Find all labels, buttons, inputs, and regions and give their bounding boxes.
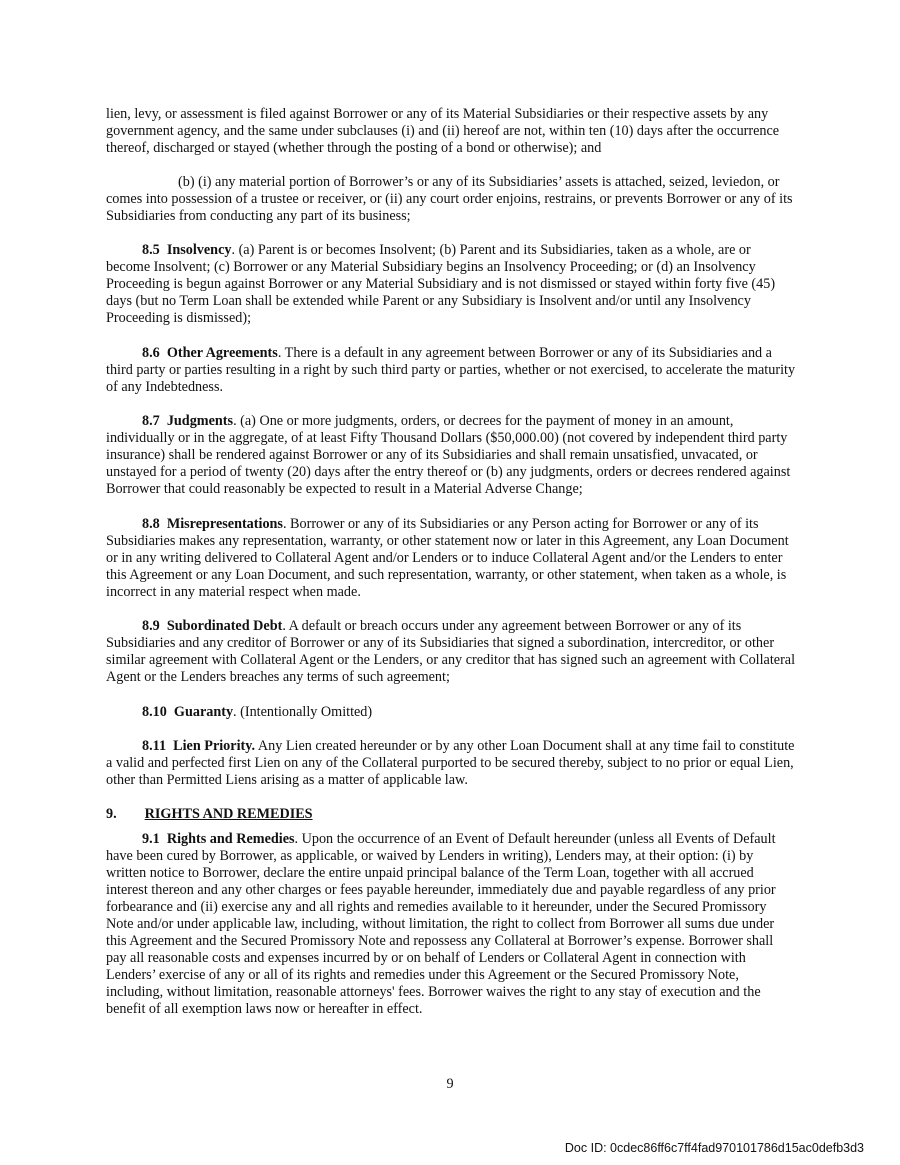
section-text: (a) Parent is or becomes Insolvent; (b) Parent and its Subsidiaries, taken as a whole, are or become Insolvent; (c) Borrower or any Material Subsidiary begins an Insolvency Proceeding; or (d) an Insolvency Proceeding is begun against Borrower or any Material Subsidiary and is not dismissed or stayed within forty five (45) days (but no Term Loan shall be extended while Parent or any Subsidiary is Insolvent and/or until any Insolvency Proceeding is dismissed);	[106, 242, 776, 326]
section-8-8	[106, 516, 796, 601]
section-8-9	[106, 618, 796, 686]
section-text: A default or breach occurs under any agreement between Borrower or any of its Subsidiaries and any creditor of Borrower or any of its Subsidiaries that signed a subordination, intercreditor, or other similar agreement with Collateral Agent or the Lenders, or any creditor that has signed such an agreement with Collateral Agent or the Lenders breaches any terms of such agreement;	[106, 618, 796, 685]
page-number: 9	[446, 1076, 454, 1092]
section-8-6	[106, 345, 796, 396]
section-text: (Intentionally Omitted)	[236, 704, 373, 720]
section-text: Any Lien created hereunder or by any other Loan Document shall at any time fail to constitute a valid and perfected first Lien on any of the Collateral purported to be secured thereby, subject to no prior or equal Lien, other than Permitted Liens arising as a matter of applicable law.	[106, 738, 795, 788]
article-9-heading	[106, 806, 313, 823]
clause-b-paragraph: (b) (i) any material portion of Borrower’s or any of its Subsidiaries’ assets is attached, seized, leviedon, or comes into possession of a trustee or receiver, or (ii) any court order enjoins, restrains, or prevents Borrower or any of its Subsidiaries from conducting any part of its business;	[106, 174, 793, 224]
section-title: Subordinated Debt	[166, 618, 283, 634]
section-title-period: .	[233, 413, 237, 429]
section-8-5	[106, 242, 796, 327]
section-title: Guaranty	[173, 704, 234, 720]
section-title: Judgments	[166, 413, 234, 429]
section-8-11	[106, 738, 796, 789]
section-number: 8.8	[142, 516, 160, 532]
section-title-period: .	[294, 831, 299, 847]
section-title-period: .	[277, 345, 282, 361]
section-number: 8.5	[142, 242, 160, 258]
section-text: There is a default in any agreement between Borrower or any of its Subsidiaries and a third party or parties resulting in a right by such third party or parties, whether or not exercised, to accelerate the maturity of any Indebtedness.	[106, 345, 796, 395]
section-title-period: .	[282, 516, 287, 532]
doc-id: Doc ID: 0cdec86ff6c7ff4fad970101786d15ac0defb3d3	[564, 1141, 864, 1155]
article-title: RIGHTS AND REMEDIES	[144, 806, 313, 822]
section-title-period: .	[282, 618, 286, 634]
section-number: 8.7	[142, 413, 160, 429]
section-number: 8.11	[142, 738, 167, 754]
intro-continuation-paragraph: lien, levy, or assessment is filed against Borrower or any of its Material Subsidiaries or their respective assets by any government agency, and the same under subclauses (i) and (ii) hereof are not, within ten (10) days after the occurrence thereof, discharged or stayed (whether through the posting of a bond or otherwise); and	[106, 106, 780, 156]
section-title: Insolvency	[166, 242, 232, 258]
section-number: 8.9	[142, 618, 160, 634]
section-title-period: .	[233, 704, 237, 720]
section-9-1	[106, 831, 796, 1018]
section-number: 8.6	[142, 345, 160, 361]
section-text: (a) One or more judgments, orders, or decrees for the payment of money in an amount, individually or in the aggregate, of at least Fifty Thousand Dollars ($50,000.00) (not covered by independent third party insurance) shall be rendered against Borrower or any of its Subsidiaries and shall remain unsatisfied, unvacated, or unstayed for a period of twenty (20) days after the entry thereof or (b) any judgments, orders or decrees rendered against Borrower that could reasonably be expected to result in a Material Adverse Change;	[106, 413, 791, 497]
article-number: 9.	[106, 806, 117, 822]
section-text: Upon the occurrence of an Event of Default hereunder (unless all Events of Default have been cured by Borrower, as applicable, or waived by Lenders in writing), Lenders may, at their option: (i) by written notice to Borrower, declare the entire unpaid principal balance of the Term Loan, together with all accrued interest thereon and any other charges or fees payable hereunder, immediately due and payable regardless of any prior forbearance and (ii) exercise any and all rights and remedies available to it hereunder, under the Secured Promissory Note and/or under applicable law, including, without limitation, the right to collect from Borrower all sums due under this Agreement and the Secured Promissory Note and repossess any Collateral at Borrower’s expense. Borrower shall pay all reasonable costs and expenses incurred by or on behalf of Lenders or Collateral Agent in connection with Lenders’ exercise of any or all of its rights and remedies under this Agreement or the Secured Promissory Note, including, without limitation, reasonable attorneys' fees. Borrower waives the right to any stay of execution and the benefit of all exemption laws now or hereafter in effect.	[106, 831, 776, 1017]
section-title-period: .	[231, 242, 236, 258]
section-title: Misrepresentations	[166, 516, 283, 532]
section-8-7	[106, 413, 796, 498]
section-title: Rights and Remedies	[166, 831, 295, 847]
section-text: Borrower or any of its Subsidiaries or any Person acting for Borrower or any of its Subsidiaries makes any representation, warranty, or other statement now or later in this Agreement, any Loan Document or in any writing delivered to Collateral Agent and/or Lenders or to induce Collateral Agent and/or the Lenders to enter this Agreement or any Loan Document, and such representation, warranty, or other statement, when taken as a whole, is incorrect in any material respect when made.	[106, 516, 789, 600]
section-number: 8.10	[142, 704, 167, 720]
section-title: Other Agreements	[166, 345, 278, 361]
section-8-10	[106, 704, 796, 721]
section-title: Lien Priority.	[173, 738, 256, 754]
section-number: 9.1	[142, 831, 160, 847]
